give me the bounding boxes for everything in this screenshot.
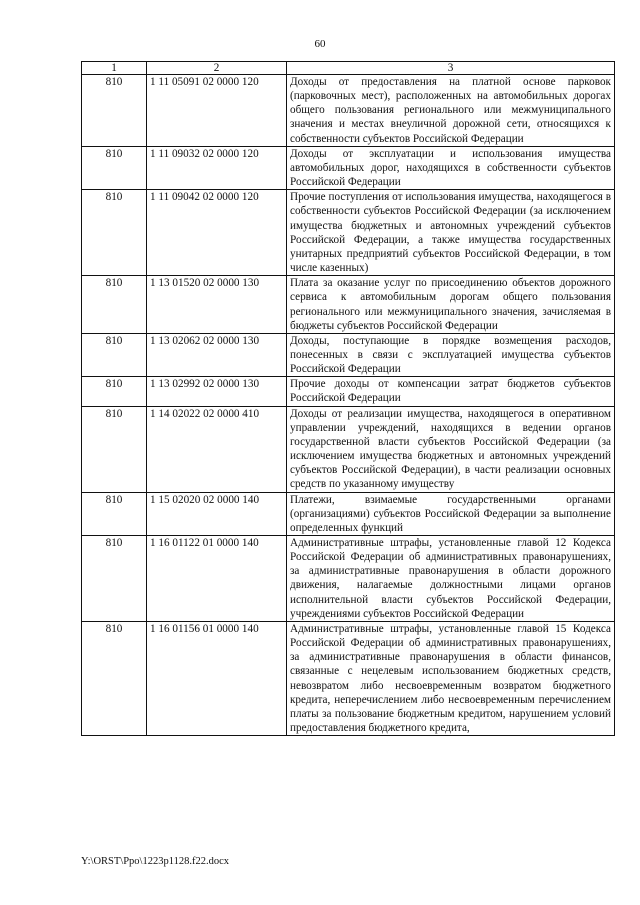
revenue-name-cell: Прочие поступления от использования имущества, находящегося в собственности субъектов Российской Федерации (за исключением имущества бюджетных и автономных учреждений субъектов Российской Федерации, а также имущества государственных унитарных предприятий субъектов Российской Федерации, в том числе казенных) <box>287 190 615 276</box>
kbk-code-cell: 1 16 01122 01 0000 140 <box>147 536 287 622</box>
admin-code-cell: 810 <box>82 75 147 147</box>
revenue-name-cell: Прочие доходы от компенсации затрат бюджетов субъектов Российской Федерации <box>287 377 615 406</box>
admin-code-cell: 810 <box>82 190 147 276</box>
table-row <box>82 333 615 376</box>
table-row <box>82 621 615 735</box>
kbk-code-cell: 1 11 09032 02 0000 120 <box>147 146 287 189</box>
table-row <box>82 190 615 276</box>
column-header-name: 3 <box>287 62 615 75</box>
kbk-code-cell: 1 13 02992 02 0000 130 <box>147 377 287 406</box>
admin-code-cell: 810 <box>82 377 147 406</box>
revenue-name-cell: Административные штрафы, установленные главой 12 Кодекса Российской Федерации об административных правонарушениях, за административные правонарушения в области дорожного движения, налагаемые должностными лицами органов исполнительной власти субъектов Российской Федерации, учреждениями субъектов Российской Федерации <box>287 536 615 622</box>
table-row <box>82 377 615 406</box>
kbk-code-cell: 1 11 09042 02 0000 120 <box>147 190 287 276</box>
admin-code-cell: 810 <box>82 276 147 334</box>
document-file-path: Y:\ORST\Ppo\1223p1128.f22.docx <box>81 856 229 867</box>
kbk-code-cell: 1 13 01520 02 0000 130 <box>147 276 287 334</box>
kbk-code-cell: 1 13 02062 02 0000 130 <box>147 333 287 376</box>
column-header-kbk: 2 <box>147 62 287 75</box>
table-row <box>82 406 615 492</box>
kbk-code-cell: 1 14 02022 02 0000 410 <box>147 406 287 492</box>
revenue-classification-table <box>81 61 615 736</box>
column-header-admin: 1 <box>82 62 147 75</box>
table-row <box>82 276 615 334</box>
revenue-name-cell: Платежи, взимаемые государственными органами (организациями) субъектов Российской Федерации за выполнение определенных функций <box>287 492 615 535</box>
admin-code-cell: 810 <box>82 333 147 376</box>
admin-code-cell: 810 <box>82 621 147 735</box>
table-header-row <box>82 62 615 75</box>
revenue-name-cell: Административные штрафы, установленные главой 15 Кодекса Российской Федерации об административных правонарушениях, за административные правонарушения в области финансов, связанные с нецелевым использованием бюджетных средств, невозвратом либо несвоевременным возвратом бюджетного кредита, неперечислением либо несвоевременным перечислением платы за пользование бюджетным кредитом, нарушением условий предоставления бюджетного кредита, <box>287 621 615 735</box>
revenue-name-cell: Доходы, поступающие в порядке возмещения расходов, понесенных в связи с эксплуатацией имущества субъектов Российской Федерации <box>287 333 615 376</box>
admin-code-cell: 810 <box>82 536 147 622</box>
table-row <box>82 536 615 622</box>
kbk-code-cell: 1 11 05091 02 0000 120 <box>147 75 287 147</box>
admin-code-cell: 810 <box>82 492 147 535</box>
kbk-code-cell: 1 15 02020 02 0000 140 <box>147 492 287 535</box>
revenue-name-cell: Доходы от реализации имущества, находящегося в оперативном управлении учреждений, находящихся в ведении органов государственной власти субъектов Российской Федерации (за исключением имущества бюджетных и автономных учреждений субъектов Российской Федерации), в части реализации основных средств по указанному имуществу <box>287 406 615 492</box>
table-row <box>82 146 615 189</box>
table-row <box>82 75 615 147</box>
admin-code-cell: 810 <box>82 146 147 189</box>
admin-code-cell: 810 <box>82 406 147 492</box>
page-number: 60 <box>314 38 326 50</box>
revenue-name-cell: Доходы от эксплуатации и использования имущества автомобильных дорог, находящихся в собственности субъектов Российской Федерации <box>287 146 615 189</box>
revenue-name-cell: Плата за оказание услуг по присоединению объектов дорожного сервиса к автомобильным дорогам общего пользования регионального или межмуниципального значения, зачисляемая в бюджеты субъектов Российской Федерации <box>287 276 615 334</box>
kbk-code-cell: 1 16 01156 01 0000 140 <box>147 621 287 735</box>
revenue-name-cell: Доходы от предоставления на платной основе парковок (парковочных мест), расположенных на автомобильных дорогах общего пользования регионального или межмуниципального значения и местах внеуличной дорожной сети, относящихся к собственности субъектов Российской Федерации <box>287 75 615 147</box>
table-row <box>82 492 615 535</box>
